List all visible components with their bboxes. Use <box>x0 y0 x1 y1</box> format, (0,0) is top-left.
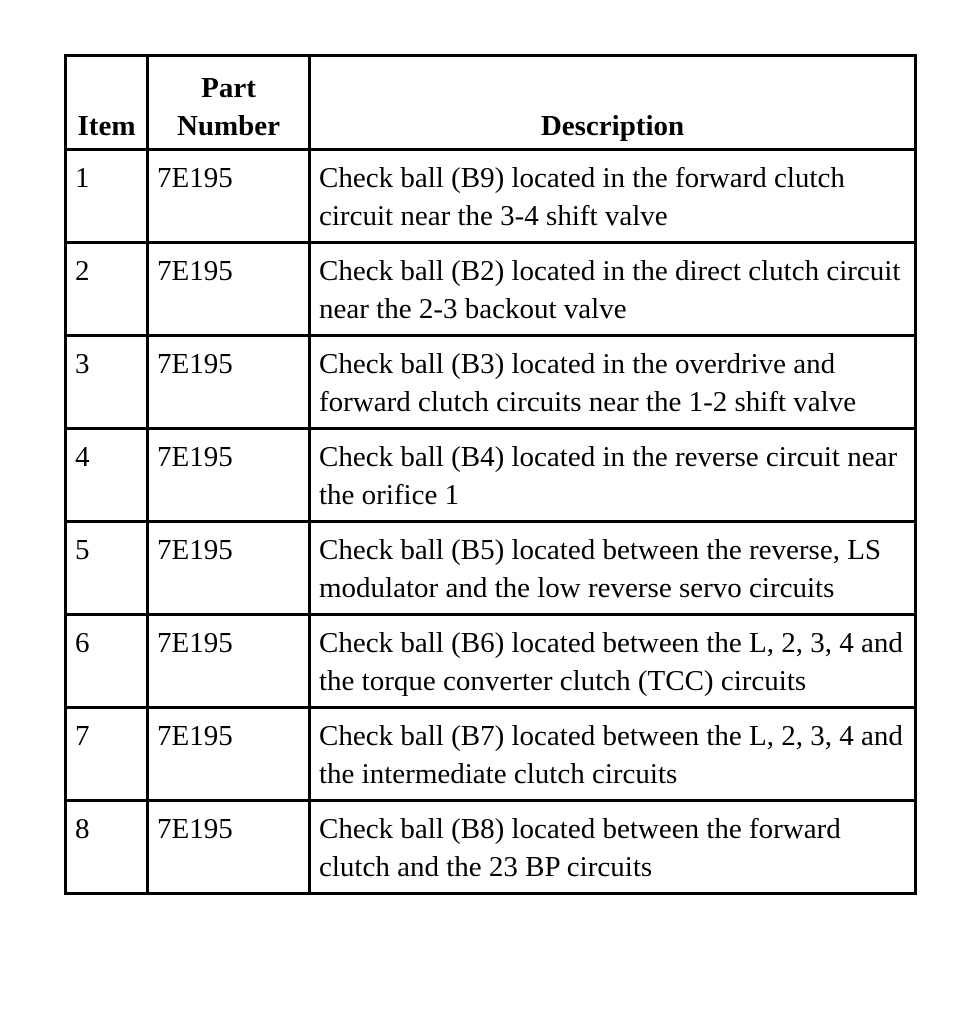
header-row <box>66 56 916 150</box>
cell-item: 4 <box>66 429 148 522</box>
cell-item: 3 <box>66 336 148 429</box>
cell-item: 6 <box>66 615 148 708</box>
cell-item: 8 <box>66 801 148 894</box>
header-part-number <box>148 56 310 150</box>
cell-description: Check ball (B3) located in the overdrive and forward clutch circuits near the 1-2 shift valve <box>310 336 916 429</box>
cell-part-number: 7E195 <box>148 429 310 522</box>
header-item: Item <box>66 56 148 150</box>
table-row <box>66 801 916 894</box>
cell-description: Check ball (B6) located between the L, 2, 3, 4 and the torque converter clutch (TCC) circuits <box>310 615 916 708</box>
cell-description: Check ball (B7) located between the L, 2, 3, 4 and the intermediate clutch circuits <box>310 708 916 801</box>
cell-part-number: 7E195 <box>148 150 310 243</box>
table-row <box>66 615 916 708</box>
cell-part-number: 7E195 <box>148 522 310 615</box>
table-row <box>66 429 916 522</box>
cell-description: Check ball (B4) located in the reverse circuit near the orifice 1 <box>310 429 916 522</box>
cell-part-number: 7E195 <box>148 801 310 894</box>
cell-description: Check ball (B2) located in the direct clutch circuit near the 2-3 backout valve <box>310 243 916 336</box>
cell-part-number: 7E195 <box>148 243 310 336</box>
cell-part-number: 7E195 <box>148 708 310 801</box>
table-row <box>66 243 916 336</box>
cell-item: 1 <box>66 150 148 243</box>
cell-description: Check ball (B8) located between the forward clutch and the 23 BP circuits <box>310 801 916 894</box>
table-row <box>66 522 916 615</box>
table-row <box>66 336 916 429</box>
cell-description: Check ball (B5) located between the reverse, LS modulator and the low reverse servo circuits <box>310 522 916 615</box>
cell-item: 7 <box>66 708 148 801</box>
table-row <box>66 150 916 243</box>
header-part-number-line2: Number <box>176 110 281 142</box>
table-row <box>66 708 916 801</box>
cell-part-number: 7E195 <box>148 336 310 429</box>
cell-item: 5 <box>66 522 148 615</box>
header-part-number-line1: Part <box>201 72 256 104</box>
parts-table <box>64 54 917 895</box>
cell-description: Check ball (B9) located in the forward clutch circuit near the 3-4 shift valve <box>310 150 916 243</box>
cell-item: 2 <box>66 243 148 336</box>
cell-part-number: 7E195 <box>148 615 310 708</box>
header-description: Description <box>310 56 916 150</box>
